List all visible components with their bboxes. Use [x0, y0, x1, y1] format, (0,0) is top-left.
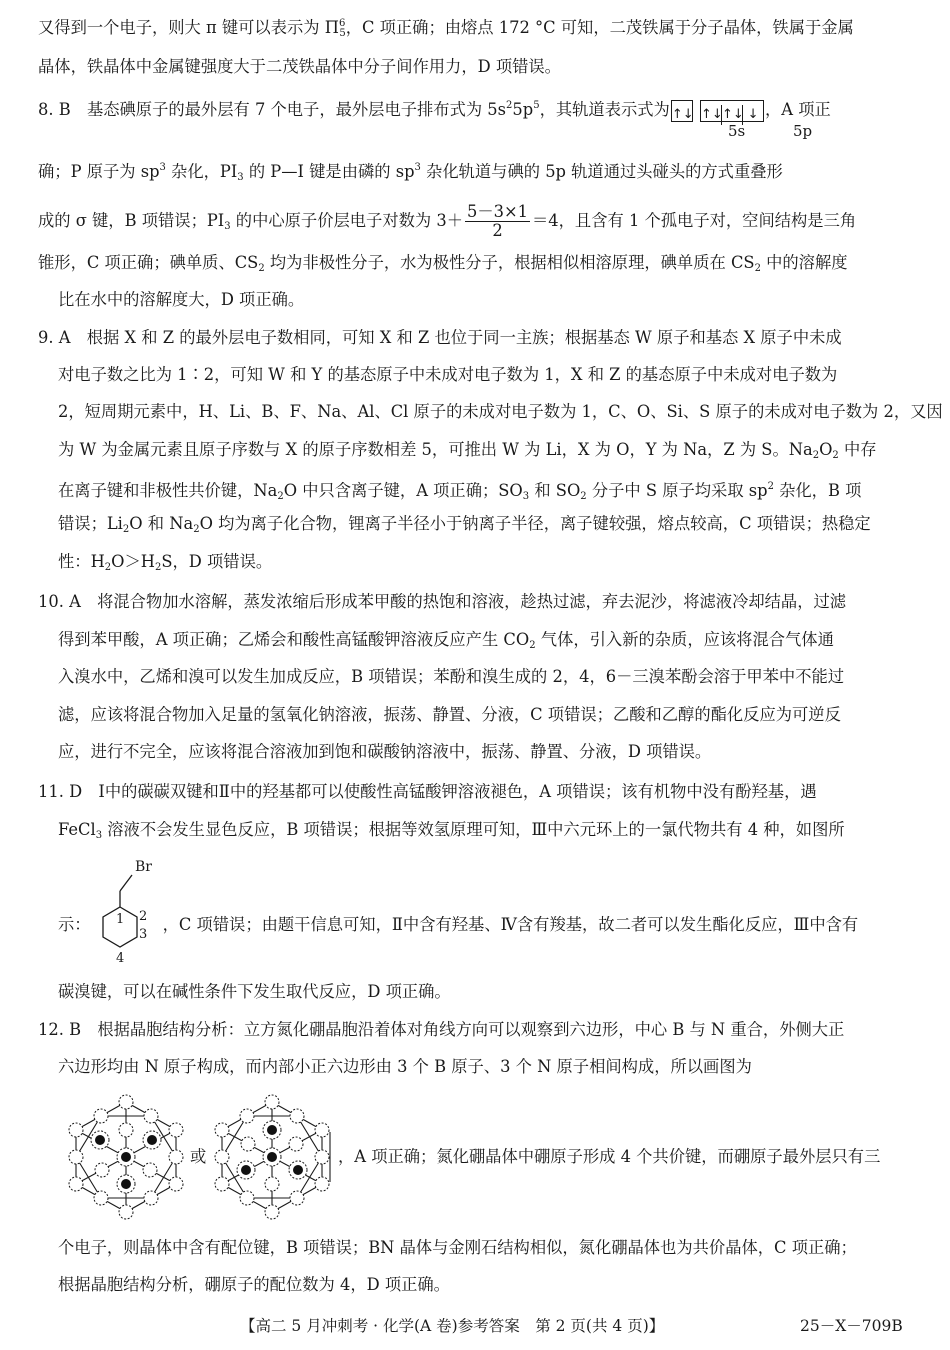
text-line: 在离子键和非极性共价键，$Na_2O$ 中只含离子键，A 项正确；$SO_3$ 和 $SO_2$ 分子中 S 原子均采取 $sp^2$ 杂化，B 项 — [58, 481, 862, 502]
fraction: $\frac{5-3\times 1}{2}$ — [467, 202, 528, 240]
text-line: 又得到一个电子，则大 π 键可以表示为 $\Pi^6_5$，C 项正确；由熔点 172 °C 可知，二茂铁属于分子晶体，铁属于金属 — [38, 18, 854, 39]
text-line: 根据晶胞结构分析，硼原子的配位数为 4，D 项正确。 — [58, 1275, 450, 1294]
orbital-5s: ↑↓ — [671, 100, 693, 122]
boron-nitride-projection-figure-a — [66, 1092, 186, 1222]
text-line: 对电子数之比为 1∶2，可知 W 和 Y 的基态原子中未成对电子数为 1，X 和 Z 的基态原子中未成对电子数为 — [58, 365, 838, 384]
answer-12-line: 12. B 根据晶胞结构分析：立方氮化硼晶胞沿着体对角线方向可以观察到六边形，中心 B 与 N 重合，外侧大正 — [38, 1020, 845, 1039]
bromine-label: Br — [135, 859, 152, 875]
text-line: 碳溴键，可以在碱性条件下发生取代反应，D 项正确。 — [58, 982, 451, 1001]
text-line: FeCl$_3$ 溶液不会发生显色反应，B 项错误；根据等效氢原理可知，Ⅲ中六元环上的一氯代物共有 4 种，如图所 — [58, 820, 845, 841]
text-line: 示： ，C 项错误；由题干信息可知，Ⅱ中含有羟基、Ⅳ含有羧基，故二者可以发生酯化反应，Ⅲ中含有 — [58, 915, 859, 934]
boron-nitride-projection-figure-b — [212, 1092, 337, 1222]
text-line: 滤，应该将混合物加入足量的氢氧化钠溶液，振荡、静置、分液，C 项错误；乙酸和乙醇的酯化反应为可逆反 — [58, 705, 841, 724]
text-line: 个电子，则晶体中含有配位键，B 项错误；BN 晶体与金刚石结构相似，氮化硼晶体也为共价晶体，C 项正确； — [58, 1238, 857, 1257]
carbon-number-3: 3 — [139, 927, 148, 942]
text-line: ，A 项正确；氮化硼晶体中硼原子形成 4 个共价键，而硼原子最外层只有三 — [338, 1147, 881, 1166]
page-footer-title: 【高二 5 月冲刺考 · 化学(A 卷)参考答案 第 2 页(共 4 页)】 — [240, 1317, 665, 1335]
text-line: 2，短周期元素中，H、Li、B、F、Na、Al、Cl 原子的未成对电子数为 1，C、O、Si、S 原子的未成对电子数为 2，又因 — [58, 402, 943, 421]
carbon-number-4: 4 — [116, 951, 125, 965]
text-line: 成的 σ 键，B 项错误；$PI_3$ 的中心原子价层电子对数为 3＋ $\frac{5-3\times 1}{2}$ ＝4，且含有 1 个孤电子对，空间结构是三角 — [38, 202, 857, 240]
answer-10-line: 10. A 将混合物加水溶解，蒸发浓缩后形成苯甲酸的热饱和溶液，趁热过滤，弃去泥沙，将滤液冷却结晶，过滤 — [38, 592, 847, 611]
text-line: 比在水中的溶解度大，D 项正确。 — [58, 290, 305, 309]
bromomethylcyclohexane-figure — [95, 855, 175, 965]
page-code: 25－X－709B — [800, 1317, 903, 1335]
orbital-label-5p: 5p — [793, 122, 813, 140]
text-line: 错误；$Li_2O$ 和 $Na_2O$ 均为离子化合物，锂离子半径小于钠离子半径，离子键较强，熔点较高，C 项错误；热稳定 — [58, 514, 871, 535]
or-label: 或 — [190, 1147, 207, 1166]
orbital-label-5s: 5s — [728, 122, 746, 140]
text-line: 性：$H_2O>H_2S$，D 项错误。 — [58, 552, 273, 573]
answer-8-line: 8. B 基态碘原子的最外层有 7 个电子，最外层电子排布式为 $5s^25p^5$，其轨道表示式为 ↑↓ ↑↓↑↓ ↓ ，A 项正 — [38, 94, 831, 122]
answer-11-line: 11. D Ⅰ中的碳碳双键和Ⅱ中的羟基都可以使酸性高锰酸钾溶液褪色，A 项错误；该有机物中没有酚羟基，遇 — [38, 782, 817, 801]
text-line: 为 W 为金属元素且原子序数与 X 的原子序数相差 5，可推出 W 为 Li，X 为 O，Y 为 Na，Z 为 S。$Na_2O_2$ 中存 — [58, 440, 877, 461]
orbital-5p: ↑↓↑↓ ↓ — [700, 100, 764, 122]
answer-9-line: 9. A 根据 X 和 Z 的最外层电子数相同，可知 X 和 Z 也位于同一主族；根据基态 W 原子和基态 X 原子中未成 — [38, 328, 842, 347]
carbon-number-1: 1 — [116, 912, 125, 927]
text-line: 确；P 原子为 $sp^3$ 杂化，$PI_3$ 的 P—I 键是由磷的 $sp^3$ 杂化轨道与碘的 5p 轨道通过头碰头的方式重叠形 — [38, 162, 783, 183]
text-line: 六边形均由 N 原子构成，而内部小正六边形由 3 个 B 原子、3 个 N 原子相间构成，所以画图为 — [58, 1057, 752, 1076]
text-line: 应，进行不完全，应该将混合溶液加到饱和碳酸钠溶液中，振荡、静置、分液，D 项错误。 — [58, 742, 712, 761]
text-line: 得到苯甲酸，A 项正确；乙烯会和酸性高锰酸钾溶液反应产生 $CO_2$ 气体，引入新的杂质，应该将混合气体通 — [58, 630, 834, 651]
carbon-number-2: 2 — [139, 909, 148, 924]
text-line: 晶体，铁晶体中金属键强度大于二茂铁晶体中分子间作用力，D 项错误。 — [38, 57, 561, 76]
text-line: 入溴水中，乙烯和溴可以发生加成反应，B 项错误；苯酚和溴生成的 2，4，6－三溴苯酚会溶于甲苯中不能过 — [58, 667, 845, 686]
text-line: 锥形，C 项正确；碘单质、$CS_2$ 均为非极性分子，水为极性分子，根据相似相溶原理，碘单质在 $CS_2$ 中的溶解度 — [38, 253, 848, 274]
